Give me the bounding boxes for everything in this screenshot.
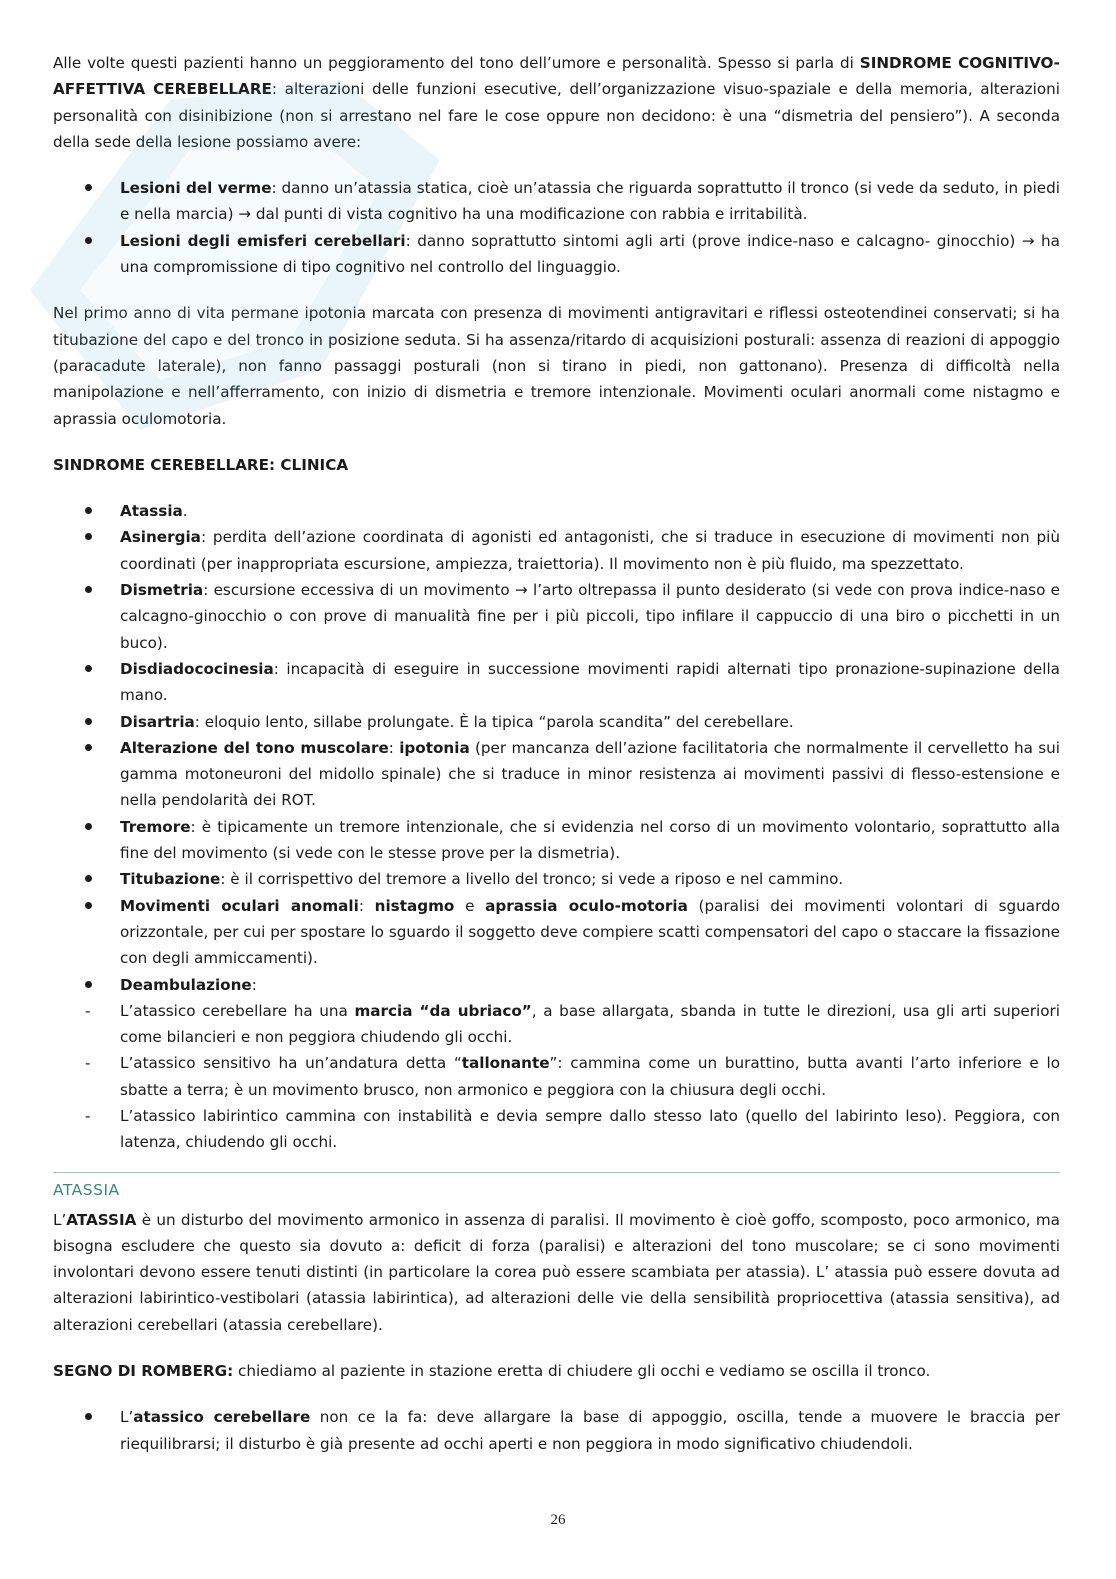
gait-list (53, 998, 1060, 1156)
atassia-section-rule (53, 1172, 1060, 1203)
clinic-list (53, 498, 1060, 998)
atassia-paragraph: L’ATASSIA è un disturbo del movimento armonico in assenza di paralisi. Il movimento è cioè goffo, scomposto, poco armonico, ma bisogna escludere che questo sia dovuto a: deficit di forza (paralisi) e alterazioni del tono muscolare; se ci sono movimenti involontari devono essere tenuti distinti (in particolare la corea può essere scambiata per atassia). L’ atassia può essere dovuta ad alterazioni labirintico-vestibolari (atassia labirintica), ad alterazioni delle vie della sensibilità propriocettiva (atassia sensitiva), ad alterazioni cerebellari (atassia cerebellare). (53, 1210, 1060, 1334)
list-item: - L’atassico labirintico cammina con instabilità e devia sempre dallo stesso lato (quello del labirinto leso). Peggiora, con latenza, chiudendo gli occhi. (85, 1106, 1060, 1152)
infancy-paragraph: Nel primo anno di vita permane ipotonia marcata con presenza di movimenti antigravitari e riflessi osteotendinei conservati; si ha titubazione del capo e del tronco in posizione seduta. Si ha assenza/ritardo di acquisizioni posturali: assenza di reazioni di appoggio (paracadute laterale), non fanno passaggi posturali (non si tirano in piedi, non gattonano). Presenza di difficoltà nella manipolazione e nell’afferramento, con inizio di dismetria e tremore intenzionale. Movimenti oculari anormali come nistagmo e aprassia oculomotoria. (53, 304, 1060, 428)
list-item: Asinergia: perdita dell’azione coordinata di agonisti ed antagonisti, che si traduce in esecuzione di movimenti non più coordinati (per inappropriata escursione, ampiezza, traiettoria). Il movimento non è più fluido, ma spezzettato. (53, 524, 1060, 577)
list-item: Dismetria: escursione eccessiva di un movimento → l’arto oltrepassa il punto desiderato (si vede con prova indice-naso e calcagno-ginocchio o con prove di manualità fine per i più piccoli, tipo infilare il cappuccio di una biro o picchetti in un buco). (53, 577, 1060, 656)
lesion-list (53, 175, 1060, 280)
syndrome-term: SINDROME COGNITIVO-AFFETTIVA CEREBELLARE (53, 54, 1060, 99)
romberg-list (53, 1404, 1060, 1457)
list-item: L’atassico cerebellare non ce la fa: deve allargare la base di appoggio, oscilla, tende a muovere le braccia per riequilibrarsi; il disturbo è già presente ad occhi aperti e non peggiora in modo significativo chiudendoli. (53, 1404, 1060, 1457)
list-item: Lesioni del verme: danno un’atassia statica, cioè un’atassia che riguarda soprattutto il tronco (si vede da seduto, in piedi e nella marcia) → dal punti di vista cognitivo ha una modificazione con rabbia e irritabilità. (53, 175, 1060, 228)
list-item: Deambulazione: (53, 972, 1060, 998)
intro-paragraph: Alle volte questi pazienti hanno un peggioramento del tono dell’umore e personalità. Spesso si parla di SINDROME COGNITIVO-AFFETTIVA CEREBELLARE: alterazioni delle funzioni esecutive, dell’organizzazione visuo-spaziale e della memoria, alterazioni personalità con disinibizione (non si arrestano nel fare le cose oppure non decidono: è una “dismetria del pensiero”). A seconda della sede della lesione possiamo avere: (53, 54, 1060, 151)
list-item: - L’atassico cerebellare ha una marcia “da ubriaco”, a base allargata, sbanda in tutte le direzioni, usa gli arti superiori come bilancieri e non peggiora chiudendo gli occhi. (85, 1001, 1060, 1047)
list-item: Disdiadococinesia: incapacità di eseguire in successione movimenti rapidi alternati tipo pronazione-supinazione della mano. (53, 656, 1060, 709)
list-item: Disartria: eloquio lento, sillabe prolungate. È la tipica “parola scandita” del cerebellare. (53, 709, 1060, 735)
list-item: Titubazione: è il corrispettivo del tremore a livello del tronco; si vede a riposo e nel cammino. (53, 866, 1060, 892)
clinic-heading: SINDROME CEREBELLARE: CLINICA (53, 455, 349, 474)
list-item: Lesioni degli emisferi cerebellari: danno soprattutto sintomi agli arti (prove indice-naso e calcagno- ginocchio) → ha una compromissione di tipo cognitivo nel controllo del linguaggio. (53, 228, 1060, 281)
list-item: Alterazione del tono muscolare: ipotonia (per mancanza dell’azione facilitatoria che normalmente il cervelletto ha sui gamma motoneuroni del midollo spinale) che si traduce in minor resistenza ai movimenti passivi di flesso-estensione e nella pendolarità dei ROT. (53, 735, 1060, 814)
list-item: Tremore: è tipicamente un tremore intenzionale, che si evidenzia nel corso di un movimento volontario, soprattutto alla fine del movimento (si vede con le stesse prove per la dismetria). (53, 814, 1060, 867)
page-number: 26 (550, 1512, 566, 1528)
section-title: ATASSIA (53, 1180, 120, 1199)
list-item: Movimenti oculari anomali: nistagmo e aprassia oculo-motoria (paralisi dei movimenti volontari di sguardo orizzontale, per cui per spostare lo sguardo il soggetto deve compiere scatti compensatori del capo o staccare la fissazione con degli ammiccamenti). (53, 893, 1060, 972)
list-item: - L’atassico sensitivo ha un’andatura detta “tallonante”: cammina come un burattino, butta avanti l’arto inferiore e lo sbatte a terra; è un movimento brusco, non armonico e peggiora con la chiusura degli occhi. (85, 1054, 1061, 1099)
list-item: Atassia. (53, 498, 1060, 524)
romberg-paragraph: SEGNO DI ROMBERG: chiediamo al paziente in stazione eretta di chiudere gli occhi e vediamo se oscilla il tronco. (53, 1362, 931, 1381)
